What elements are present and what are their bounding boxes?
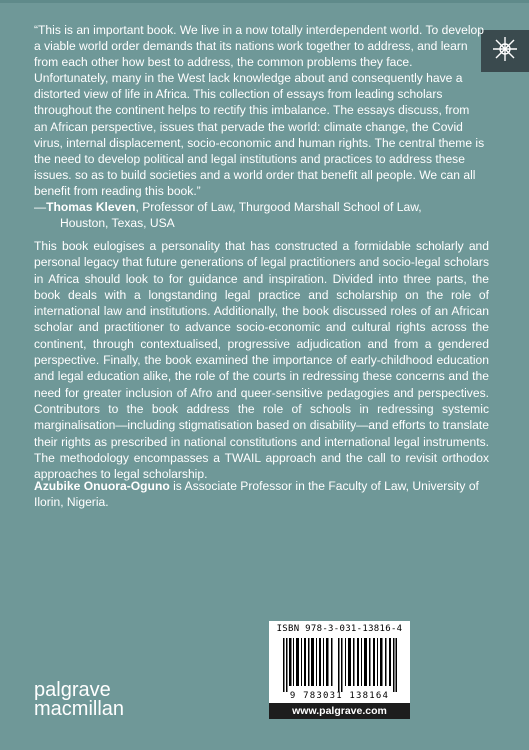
book-description: This book eulogises a personality that has constructed a formidable scholarly and personal legacy that future generations of legal practitioners and socio-legal scholars in Africa should look to for guidance and inspiration. Divided into three parts, the book deals with a longstanding legal practice and scholarship on the role of international law and institutions. Additionally, the book discussed roles of an African scholar and practitioner to advance socio-economic and cultural rights across the continent, through contextualised, progressive adjudication and from a gendered perspective. Finally, the book examined the importance of early-childhood education and legal education alike, the role of the courts in redressing these concerns and the need for greater inclusion of Afro and queer-sensitive pedagogies and perspectives. Contributors to the book address the role of schools in redressing systemic marginalisation—including stigmatisation based on disability—and efforts to translate their rights as prescribed in national constitutions and international legal instruments. The methodology encompasses a TWAIL approach and the call to revisit orthodox approaches to legal scholarship. — [34, 239, 489, 482]
publisher-url[interactable]: www.palgrave.com — [269, 703, 410, 719]
barcode-digits: 9 783031 138164 — [289, 691, 390, 701]
palgrave-star-icon — [491, 35, 519, 68]
barcode-bars — [283, 638, 397, 692]
publisher-line2: macmillan — [34, 698, 125, 720]
author-name: Azubike Onuora-Oguno — [34, 479, 170, 493]
quote-attribution — [34, 199, 486, 231]
attribution-location: Houston, Texas, USA — [60, 216, 175, 231]
author-bio — [34, 478, 489, 511]
attribution-title: , Professor of Law, Thurgood Marshall School of Law, — [135, 200, 422, 215]
palgrave-logo-box — [481, 30, 529, 72]
barcode — [269, 621, 410, 703]
attribution-dash: — — [34, 200, 47, 215]
publisher-line1: palgrave — [34, 679, 111, 701]
top-band — [0, 0, 529, 3]
publisher-logo — [34, 681, 124, 719]
isbn-label: ISBN 978-3-031-13816-4 — [276, 624, 403, 634]
endorsement-quote — [34, 22, 486, 231]
author-bio-text: is Associate Professor in the Faculty of Law, University of Ilorin, Nigeria. — [34, 479, 479, 510]
attribution-name: Thomas Kleven — [46, 200, 136, 215]
quote-text: “This is an important book. We live in a now totally interdependent world. To develop a viable world order demands that its nations work together to address, and learn from each other how best to address, the common problems they face. Unfortunately, many in the West lack knowledge about and consequently have a distorted view of life in Africa. This collection of essays from leading scholars throughout the continent helps to rectify this imbalance. The essays discuss, from an African perspective, issues that pervade the world: climate change, the Covid virus, internal displacement, socio-economic and human rights. The central theme is the need to develop political and legal institutions and practices to address these issues. so as to build societies and a world order that benefit all people. We can all benefit from reading this book.” — [34, 23, 485, 198]
